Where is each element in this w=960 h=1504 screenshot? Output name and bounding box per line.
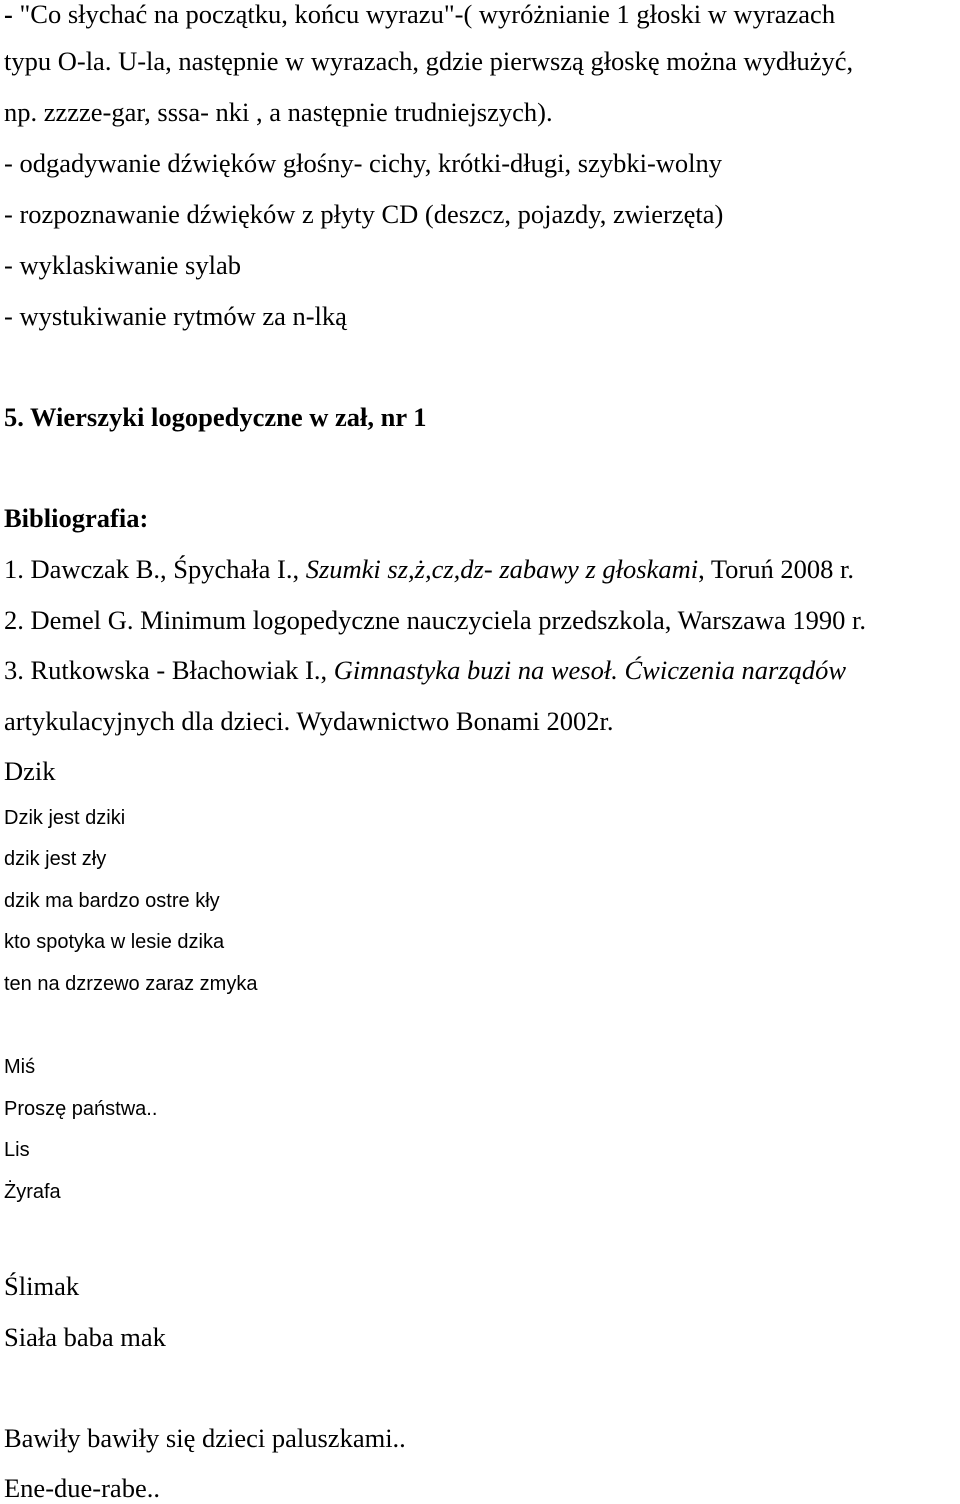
poem-title-lis: Lis — [4, 1139, 30, 1161]
intro-text: "Co słychać na początku, końcu wyrazu"-( wyróżnianie 1 głoski w wyrazach — [19, 0, 836, 29]
list-item-odgadywanie: - odgadywanie dźwięków głośny- cichy, krótki-długi, szybki-wolny — [4, 148, 723, 178]
poem-title-siala-baba-mak: Siała baba mak — [4, 1322, 166, 1352]
bibliography-item-3 — [4, 654, 846, 686]
intro-line-3: np. zzzze-gar, sssa- nki , a następnie trudniejszych). — [4, 97, 553, 127]
bib1-place: , Toruń 2008 r. — [698, 554, 854, 584]
bibliography-heading: Bibliografia: — [4, 503, 149, 533]
poem-title-bawily: Bawiły bawiły się dzieci paluszkami.. — [4, 1423, 406, 1453]
bibliography-item-3-cont: artykulacyjnych dla dzieci. Wydawnictwo Bonami 2002r. — [4, 706, 614, 736]
list-item-wyklaskiwanie: - wyklaskiwanie sylab — [4, 250, 241, 280]
list-item-rozpoznawanie: - rozpoznawanie dźwięków z płyty CD (deszcz, pojazdy, zwierzęta) — [4, 199, 724, 229]
bib3-authors: 3. Rutkowska - Błachowiak I., — [4, 655, 334, 685]
bib1-title: Szumki sz,ż,cz,dz- zabawy z głoskami — [305, 554, 699, 584]
poem-title-dzik: Dzik — [4, 756, 56, 786]
poem-title-slimak: Ślimak — [4, 1271, 80, 1301]
bibliography-item-1 — [4, 553, 854, 585]
section-5-heading: 5. Wierszyki logopedyczne w zał, nr 1 — [4, 402, 427, 432]
poem-line: dzik jest zły — [4, 848, 107, 870]
intro-dash: - — [4, 0, 20, 29]
intro-line-1 — [4, 0, 835, 30]
poem-line: ten na dzrzewo zaraz zmyka — [4, 973, 258, 995]
list-item-wystukiwanie: - wystukiwanie rytmów za n-lką — [4, 301, 347, 331]
bibliography-item-2: 2. Demel G. Minimum logopedyczne nauczyciela przedszkola, Warszawa 1990 r. — [4, 605, 867, 635]
intro-line-2: typu O-la. U-la, następnie w wyrazach, gdzie pierwszą głoskę można wydłużyć, — [4, 46, 854, 76]
poem-line: kto spotyka w lesie dzika — [4, 931, 225, 953]
poem-title-prosze-panstwa: Proszę państwa.. — [4, 1098, 158, 1120]
poem-title-ene-due-rabe: Ene-due-rabe.. — [4, 1473, 160, 1503]
poem-line: Dzik jest dziki — [4, 807, 126, 829]
bib1-authors: 1. Dawczak B., Śpychała I., — [4, 554, 306, 584]
bib3-title: Gimnastyka buzi na wesoł. Ćwiczenia narządów — [333, 655, 847, 685]
poem-title-mis: Miś — [4, 1056, 36, 1078]
poem-title-zyrafa: Żyrafa — [4, 1181, 61, 1203]
poem-line: dzik ma bardzo ostre kły — [4, 890, 220, 912]
